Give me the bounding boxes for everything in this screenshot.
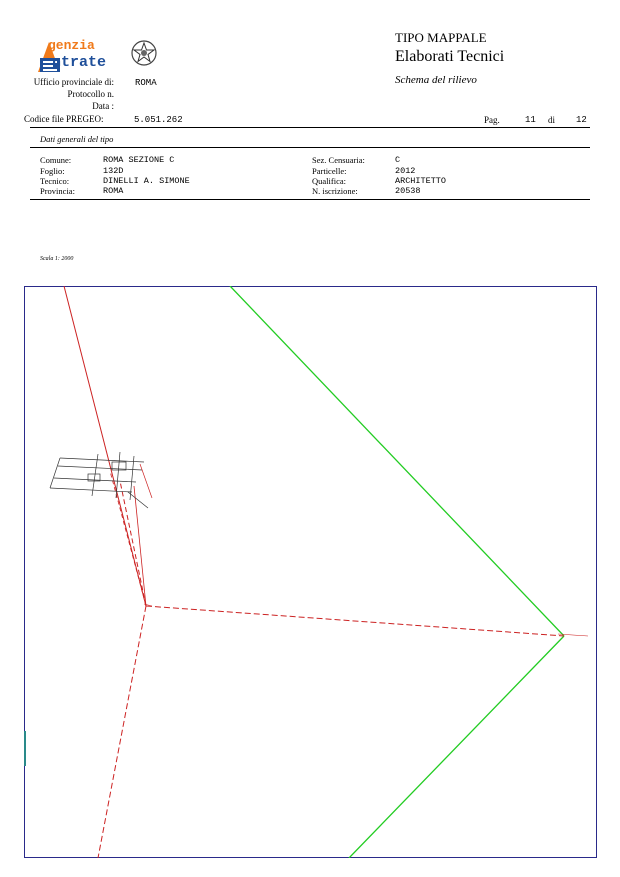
municipality-value: ROMA SEZIONE C <box>103 155 175 165</box>
general-heading-divider <box>30 147 590 148</box>
parcels-label: Particelle: <box>312 166 347 176</box>
office-value: ROMA <box>135 78 157 88</box>
red-survey-line-to-detail-3 <box>134 486 146 606</box>
red-survey-line-to-detail-1 <box>120 481 146 606</box>
pregeo-file-label: Codice file PREGEO: <box>24 114 104 124</box>
page-of-label: di <box>548 115 556 125</box>
general-data-bottom-rule <box>30 199 590 200</box>
agenzia-entrate-logo <box>30 36 160 76</box>
registration-value: 20538 <box>395 186 421 196</box>
pregeo-file-value: 5.051.262 <box>134 115 183 125</box>
red-survey-line-top <box>64 286 146 606</box>
registration-label: N. iscrizione: <box>312 186 358 196</box>
sheet-label: Foglio: <box>40 166 65 176</box>
census-section-label: Sez. Censuaria: <box>312 155 365 165</box>
parcels-value: 2012 <box>395 166 416 176</box>
red-survey-line-down <box>98 606 146 858</box>
office-label: Ufficio provinciale di: <box>33 77 114 87</box>
scale-label: Scala 1: 2000 <box>40 256 74 262</box>
page-current: 11 <box>525 115 536 125</box>
green-boundary-line-lower <box>349 636 564 858</box>
technician-value: DINELLI A. SIMONE <box>103 176 190 186</box>
header-divider <box>30 127 590 128</box>
province-value: ROMA <box>103 186 124 196</box>
survey-point-ticks <box>144 604 588 636</box>
sheet-value: 132D <box>103 166 124 176</box>
municipality-label: Comune: <box>40 155 72 165</box>
protocol-label: Protocollo n. <box>67 89 114 99</box>
page-total: 12 <box>576 115 587 125</box>
building-detail-cluster <box>50 452 152 508</box>
general-data-heading: Dati generali del tipo <box>40 134 114 144</box>
logo-text-line2: ntrate <box>52 54 107 71</box>
green-boundary-line-upper <box>230 286 564 636</box>
document-type-title: TIPO MAPPALE <box>395 30 487 45</box>
red-survey-line-horizontal <box>146 606 564 636</box>
section-title: Schema del rilievo <box>395 74 477 86</box>
page-label: Pag. <box>484 115 500 125</box>
document-subtitle: Elaborati Tecnici <box>395 48 505 65</box>
province-label: Provincia: <box>40 186 75 196</box>
date-label: Data : <box>92 101 114 111</box>
logo-text-line1: genzia <box>48 38 95 53</box>
qualification-label: Qualifica: <box>312 176 346 186</box>
republic-emblem-icon <box>130 38 158 68</box>
qualification-value: ARCHITETTO <box>395 176 447 186</box>
census-section-value: C <box>395 155 401 165</box>
survey-drawing-frame <box>24 286 597 858</box>
technician-label: Tecnico: <box>40 176 70 186</box>
survey-schema <box>24 286 597 858</box>
